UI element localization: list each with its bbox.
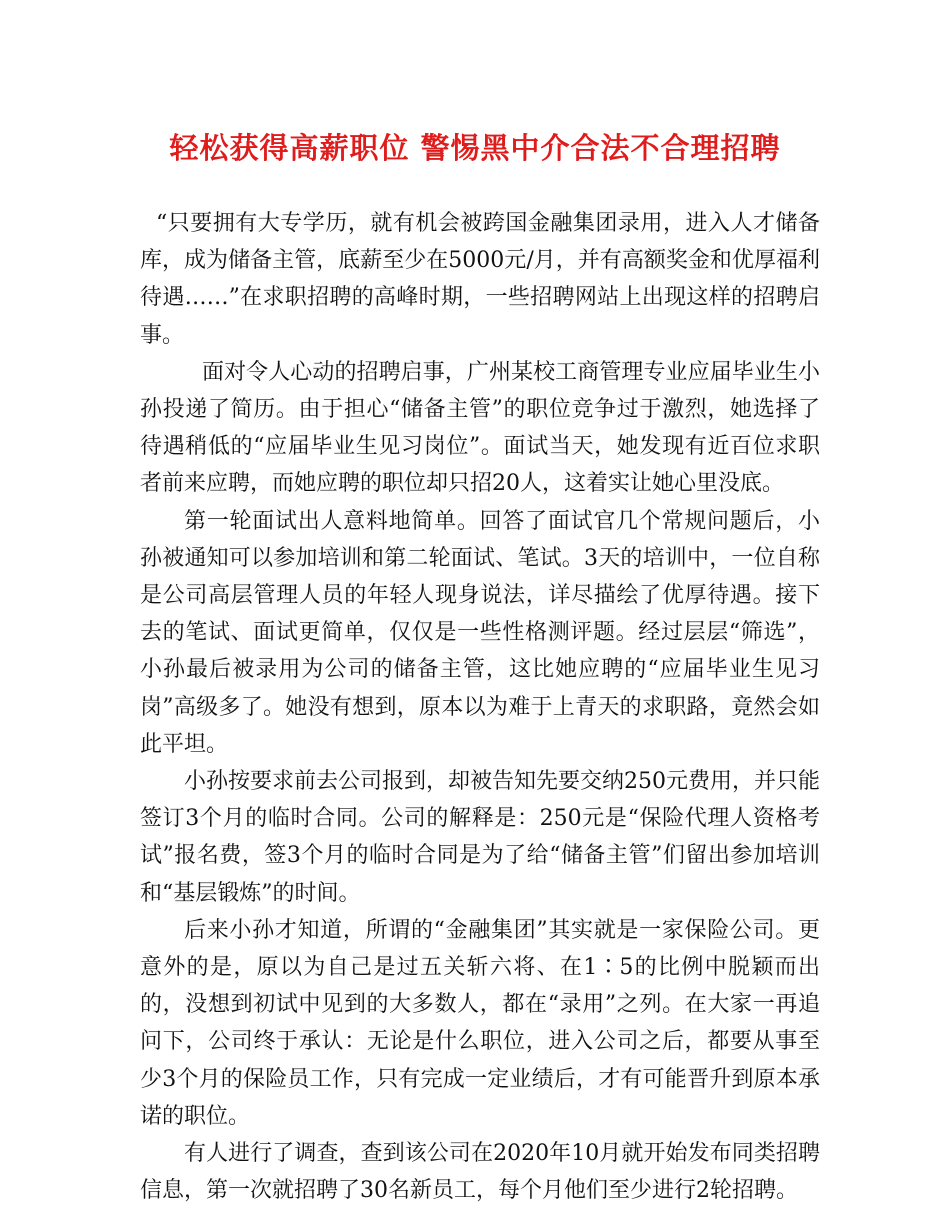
document-body: [140, 205, 820, 1209]
paragraph-4: 小孙按要求前去公司报到，却被告知先要交纳250元费用，并只能签订3个月的临时合同。公司的解释是：250元是“保险代理人资格考试”报名费，签3个月的临时合同是为了给“储备主管”们留出参加培训和“基层锻炼”的时间。: [140, 769, 820, 906]
paragraph-3: 第一轮面试出人意料地简单。回答了面试官几个常规问题后，小孙被通知可以参加培训和第二轮面试、笔试。3天的培训中，一位自称是公司高层管理人员的年轻人现身说法，详尽描绘了优厚待遇。接下去的笔试、面试更简单，仅仅是一些性格测评题。经过层层“筛选”，小孙最后被录用为公司的储备主管，这比她应聘的“应届毕业生见习岗”高级多了。她没有想到，原本以为难于上青天的求职路，竟然会如此平坦。: [140, 508, 820, 757]
paragraph-6: 有人进行了调查，查到该公司在2020年10月就开始发布同类招聘信息，第一次就招聘了30名新员工，每个月他们至少进行2轮招聘。: [140, 1141, 820, 1204]
paragraph-1: “只要拥有大专学历，就有机会被跨国金融集团录用，进入人才储备库，成为储备主管，底薪至少在5000元/月，并有高额奖金和优厚福利待遇……”在求职招聘的高峰时期，一些招聘网站上出现这样的招聘启事。: [140, 211, 820, 348]
document-title: 轻松获得高薪职位 警惕黑中介合法不合理招聘: [169, 131, 781, 165]
paragraph-5: 后来小孙才知道，所谓的“金融集团”其实就是一家保险公司。更意外的是，原以为自己是过五关斩六将、在1∶5的比例中脱颖而出的，没想到初试中见到的大多数人，都在“录用”之列。在大家一再追问下，公司终于承认：无论是什么职位，进入公司之后，都要从事至少3个月的保险员工作，只有完成一定业绩后，才有可能晋升到原本承诺的职位。: [140, 917, 820, 1129]
paragraph-2: 面对令人心动的招聘启事，广州某校工商管理专业应届毕业生小孙投递了简历。由于担心“储备主管”的职位竞争过于激烈，她选择了待遇稍低的“应届毕业生见习岗位”。面试当天，她发现有近百位求职者前来应聘，而她应聘的职位却只招20人，这着实让她心里没底。: [140, 359, 820, 497]
